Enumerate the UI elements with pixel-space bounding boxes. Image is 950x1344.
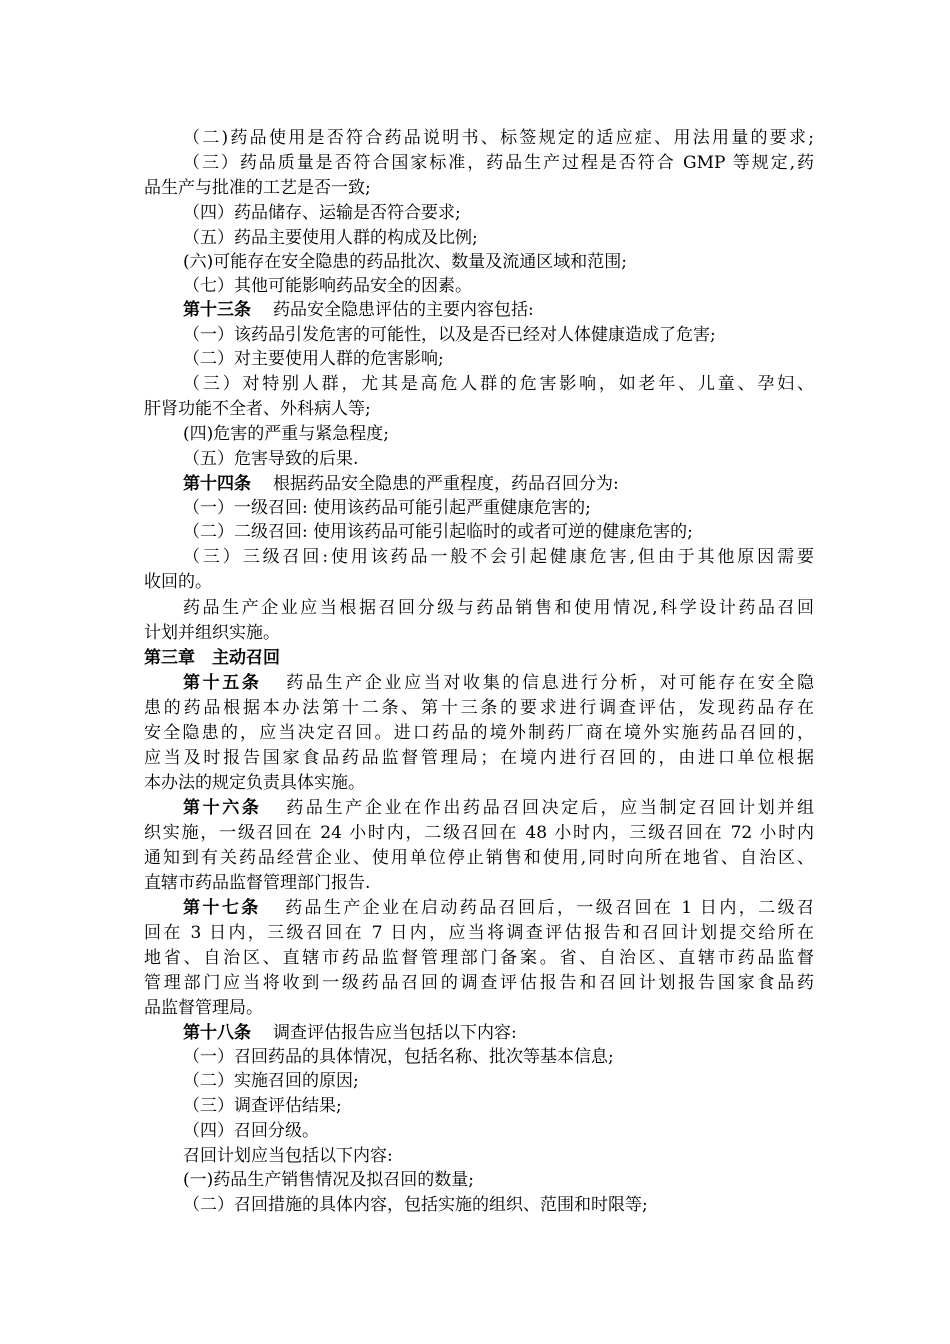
article-heading-line — [183, 298, 814, 322]
paragraph-line: 回在 3 日内，三级召回在 7 日内，应当将调查评估报告和召回计划提交给所在 — [144, 923, 814, 943]
paragraph-line: （三）药品质量是否符合国家标准，药品生产过程是否符合 GMP 等规定,药 — [183, 153, 814, 173]
article-number: 第十八条 — [183, 1023, 251, 1043]
article-number: 第十四条 — [183, 474, 251, 494]
paragraph-line: 患的药品根据本办法第十二条、第十三条的要求进行调查评估，发现药品存在 — [144, 698, 814, 718]
article-number: 第十五条 — [183, 673, 262, 693]
paragraph-line: 药品生产企业应当根据召回分级与药品销售和使用情况,科学设计药品召回 — [183, 598, 814, 618]
paragraph-line: （四）药品储存、运输是否符合要求; — [183, 203, 461, 223]
paragraph-line: （二)药品使用是否符合药品说明书、标签规定的适应症、用法用量的要求; — [183, 128, 814, 148]
article-text: 药品生产企业在作出药品召回决定后，应当制定召回计划并组 — [283, 798, 815, 818]
paragraph-line: 直辖市药品监督管理部门报告. — [144, 873, 371, 893]
article-heading-line — [183, 1021, 814, 1045]
article-number: 第十六条 — [183, 798, 262, 818]
paragraph-line: 应当及时报告国家食品药品监督管理局；在境内进行召回的，由进口单位根据 — [144, 748, 814, 768]
paragraph-line: （二）二级召回: 使用该药品可能引起临时的或者可逆的健康危害的; — [183, 522, 693, 542]
paragraph-line: （五）药品主要使用人群的构成及比例; — [183, 228, 478, 248]
paragraph-line: （一）召回药品的具体情况，包括名称、批次等基本信息; — [183, 1047, 614, 1067]
paragraph-line: （一）一级召回: 使用该药品可能引起严重健康危害的; — [183, 498, 591, 518]
paragraph-line: （五）危害导致的后果. — [183, 449, 359, 469]
paragraph-line: 地省、自治区、直辖市药品监督管理部门备案。省、自治区、直辖市药品监督 — [144, 948, 814, 968]
paragraph-line: （四）召回分级。 — [183, 1121, 319, 1141]
paragraph-line: 肝肾功能不全者、外科病人等; — [144, 399, 371, 419]
article-text: 根据药品安全隐患的严重程度，药品召回分为: — [273, 474, 619, 494]
paragraph-line: 通知到有关药品经营企业、使用单位停止销售和使用,同时向所在地省、自治区、 — [144, 848, 814, 868]
paragraph-line: 管理部门应当将收到一级药品召回的调查评估报告和召回计划报告国家食品药 — [144, 973, 814, 993]
article-number: 第十七条 — [183, 898, 261, 918]
paragraph-line: （三）对特别人群，尤其是高危人群的危害影响，如老年、儿童、孕妇、 — [183, 374, 814, 394]
article-heading-line — [183, 671, 814, 695]
paragraph-line: (一)药品生产销售情况及拟召回的数量; — [183, 1170, 474, 1190]
article-heading-line — [183, 472, 814, 496]
paragraph-line: （三）调查评估结果; — [183, 1096, 342, 1116]
article-number: 第十三条 — [183, 300, 251, 320]
paragraph-line: 收回的。 — [144, 572, 212, 592]
article-heading-line — [183, 896, 814, 920]
paragraph-line: 召回计划应当包括以下内容: — [183, 1146, 393, 1166]
paragraph-line: （一）该药品引发危害的可能性，以及是否已经对人体健康造成了危害; — [183, 325, 716, 345]
chapter-heading: 第三章 主动召回 — [144, 648, 280, 668]
paragraph-line: （三）三级召回:使用该药品一般不会引起健康危害,但由于其他原因需要 — [183, 547, 814, 567]
paragraph-line: （二）实施召回的原因; — [183, 1071, 359, 1091]
article-text: 药品生产企业应当对收集的信息进行分析，对可能存在安全隐 — [283, 673, 815, 693]
article-text: 药品安全隐患评估的主要内容包括: — [273, 300, 534, 320]
paragraph-line: (六)可能存在安全隐患的药品批次、数量及流通区域和范围; — [183, 252, 627, 272]
article-heading-line — [183, 796, 814, 820]
paragraph-line: （七）其他可能影响药品安全的因素。 — [183, 276, 472, 296]
paragraph-line: 安全隐患的，应当决定召回。进口药品的境外制药厂商在境外实施药品召回的， — [144, 723, 814, 743]
paragraph-line: （二）对主要使用人群的危害影响; — [183, 349, 444, 369]
article-text: 药品生产企业在启动药品召回后，一级召回在 1 日内，二级召 — [282, 898, 814, 918]
paragraph-line: 计划并组织实施。 — [144, 623, 280, 643]
paragraph-line: （二）召回措施的具体内容，包括实施的组织、范围和时限等; — [183, 1195, 648, 1215]
paragraph-line: 本办法的规定负责具体实施。 — [144, 773, 365, 793]
paragraph-line: 品生产与批准的工艺是否一致; — [144, 178, 371, 198]
paragraph-line: 织实施，一级召回在 24 小时内，二级召回在 48 小时内，三级召回在 72 小时内 — [144, 823, 814, 843]
paragraph-line: 品监督管理局。 — [144, 998, 263, 1018]
paragraph-line: (四)危害的严重与紧急程度; — [183, 424, 389, 444]
article-text: 调查评估报告应当包括以下内容: — [273, 1023, 517, 1043]
